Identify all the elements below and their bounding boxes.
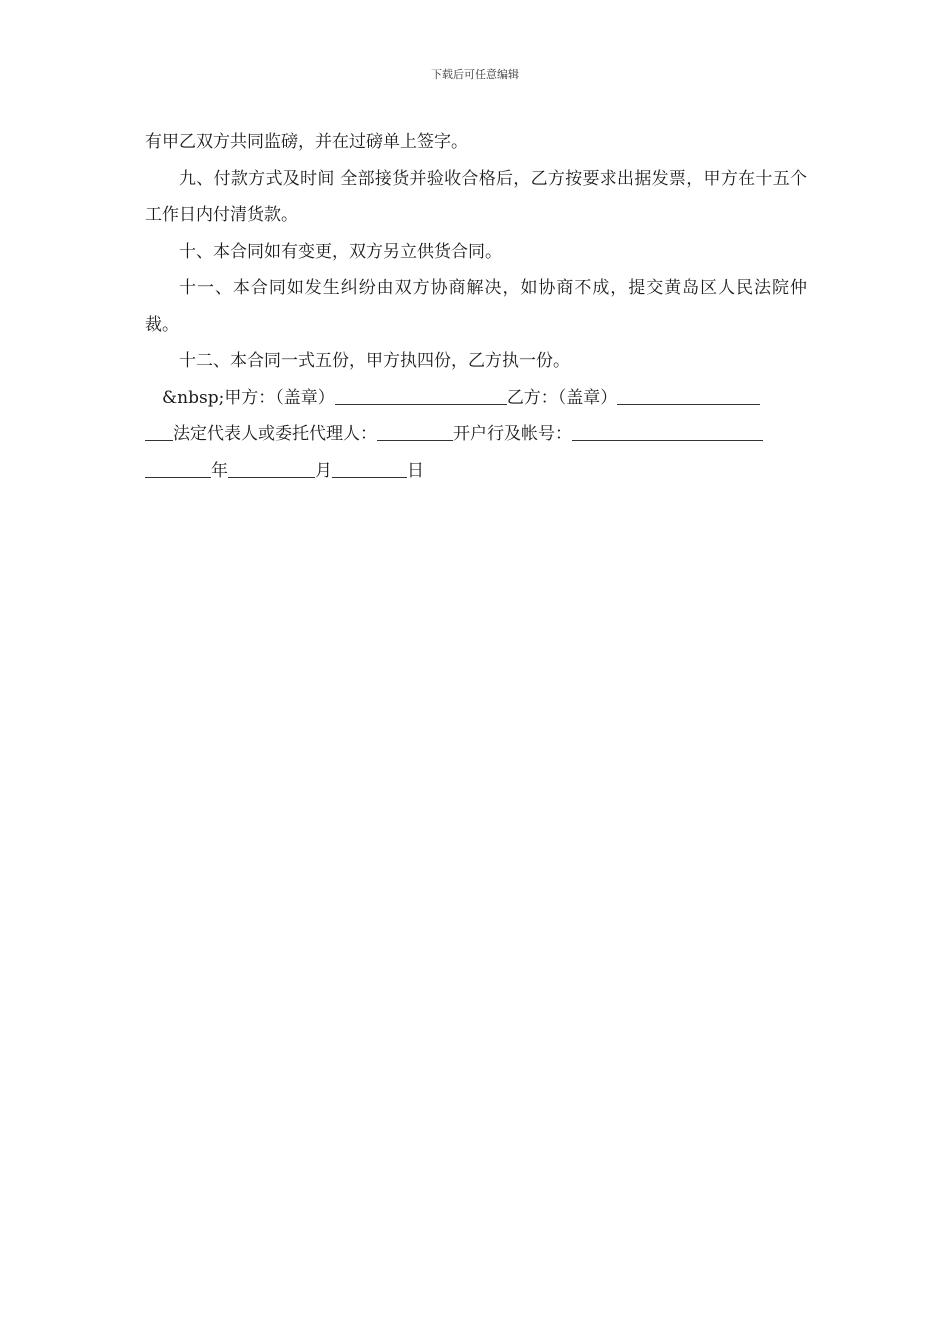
signature-line-representative <box>145 416 807 453</box>
year-blank <box>145 455 211 478</box>
legal-rep-label: 法定代表人或委托代理人： <box>173 424 377 444</box>
legal-rep-blank <box>377 418 453 441</box>
year-label: 年 <box>211 460 228 481</box>
bank-account-label: 开户行及帐号： <box>453 424 572 444</box>
month-blank <box>228 455 315 478</box>
continuation-blank <box>145 418 173 441</box>
paragraph-copies: 十二、本合同一式五份，甲方执四份，乙方执一份。 <box>179 351 570 371</box>
paragraph-changes: 十、本合同如有变更，双方另立供货合同。 <box>179 241 502 262</box>
day-label: 日 <box>407 460 424 481</box>
signature-line-date <box>145 453 807 490</box>
document-body <box>145 124 807 489</box>
page-header: 下载后可任意编辑 <box>431 68 519 81</box>
signature-line-parties <box>145 380 807 417</box>
paragraph-payment: 九、付款方式及时间 全部接货并验收合格后，乙方按要求出据发票，甲方在十五个工作日内付清货款。 <box>145 168 807 225</box>
paragraph-weighing: 有甲乙双方共同监磅，并在过磅单上签字。 <box>145 132 468 152</box>
month-label: 月 <box>315 460 332 481</box>
day-blank <box>332 455 407 478</box>
bank-account-blank <box>572 418 763 441</box>
party-b-blank <box>617 382 760 405</box>
party-a-label: 甲方：（盖章） <box>224 387 335 408</box>
party-b-label: 乙方：（盖章） <box>506 387 618 408</box>
nbsp-literal: &nbsp; <box>162 387 225 408</box>
party-a-blank <box>335 382 507 405</box>
paragraph-disputes: 十一、本合同如发生纠纷由双方协商解决，如协商不成，提交黄岛区人民法院仲裁。 <box>145 278 807 335</box>
